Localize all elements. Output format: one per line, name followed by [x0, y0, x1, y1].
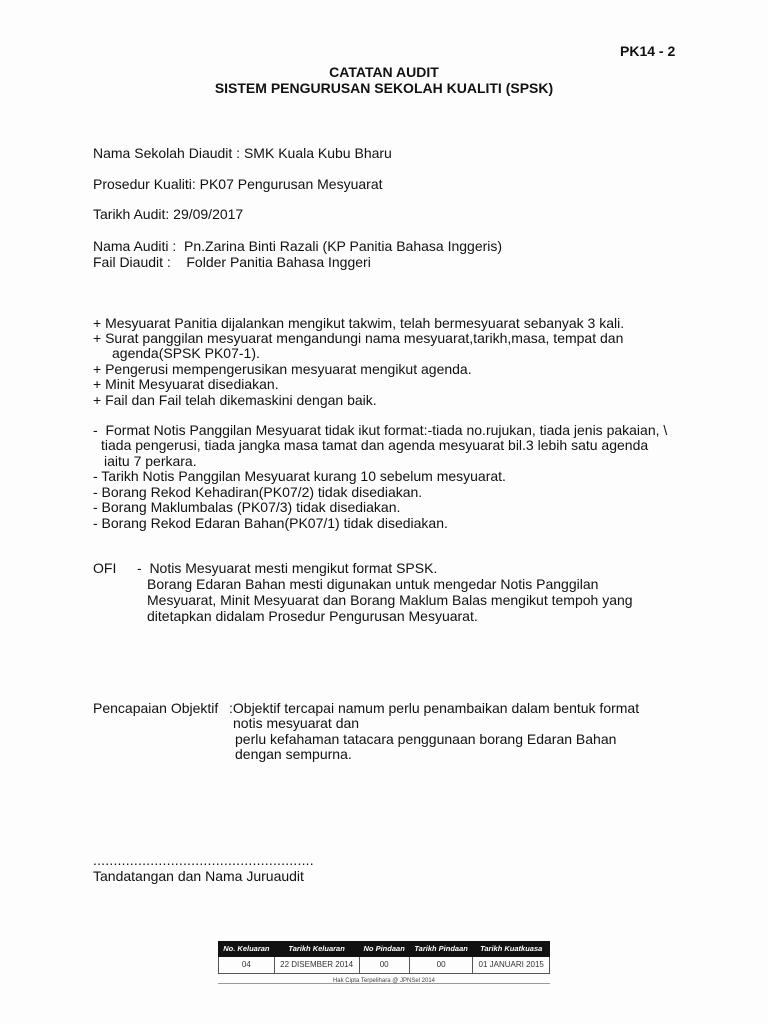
school-name: Nama Sekolah Diaudit : SMK Kuala Kubu Bharu: [93, 145, 392, 161]
objective-line: perlu kefahaman tatacara penggunaan borang Edaran Bahan: [235, 731, 617, 747]
signature-label: Tandatangan dan Nama Juruaudit: [93, 868, 304, 884]
ofi-line: Borang Edaran Bahan mesti digunakan untuk mengedar Notis Panggilan: [147, 576, 599, 592]
column-header: No. Keluaran: [219, 942, 275, 957]
table-cell: 04: [219, 957, 275, 974]
table-cell: 01 JANUARI 2015: [473, 957, 550, 974]
column-header: Tarikh Pindaan: [409, 942, 473, 957]
ofi-line: Mesyuarat, Minit Mesyuarat dan Borang Maklum Balas mengikut tempoh yang: [147, 592, 633, 608]
objective-line: dengan sempurna.: [235, 746, 352, 762]
signature-line: ......................................................: [93, 852, 314, 868]
list-item: tiada pengerusi, tiada jangka masa tamat dan agenda mesyuarat bil.3 lebih satu agenda: [101, 437, 649, 453]
table-row: [219, 957, 550, 974]
document-subtitle: SISTEM PENGURUSAN SEKOLAH KUALITI (SPSK): [214, 80, 554, 96]
list-item: - Borang Rekod Edaran Bahan(PK07/1) tidak disediakan.: [93, 515, 448, 531]
document-control-table: [218, 941, 550, 974]
list-item: + Mesyuarat Panitia dijalankan mengikut takwim, telah bermesyuarat sebanyak 3 kali.: [93, 315, 625, 331]
list-item: agenda(SPSK PK07-1).: [112, 345, 260, 361]
list-item: - Borang Maklumbalas (PK07/3) tidak disediakan.: [93, 499, 401, 515]
objective-label: Pencapaian Objektif: [93, 700, 219, 716]
document-title: CATATAN AUDIT: [329, 64, 439, 80]
list-item: + Minit Mesyuarat disediakan.: [93, 376, 279, 392]
footer-divider: [218, 983, 550, 984]
auditee-name: Nama Auditi : Pn.Zarina Binti Razali (KP Panitia Bahasa Inggeris): [93, 238, 503, 254]
ofi-label: OFI: [93, 560, 117, 576]
list-item: - Tarikh Notis Panggilan Mesyuarat kurang 10 sebelum mesyuarat.: [93, 468, 506, 484]
table-cell: 22 DISEMBER 2014: [274, 957, 359, 974]
list-item: + Fail dan Fail telah dikemaskini dengan baik.: [93, 392, 377, 408]
column-header: No Pindaan: [359, 942, 409, 957]
table-cell: 00: [409, 957, 473, 974]
list-item: - Borang Rekod Kehadiran(PK07/2) tidak disediakan.: [93, 484, 423, 500]
column-header: Tarikh Keluaran: [274, 942, 359, 957]
ofi-line: ditetapkan didalam Prosedur Pengurusan Mesyuarat.: [147, 608, 478, 624]
objective-line: :Objektif tercapai namum perlu penambaikan dalam bentuk format: [229, 700, 640, 716]
audited-file: Fail Diaudit : Folder Panitia Bahasa Inggeri: [93, 254, 371, 270]
list-item: + Pengerusi mempengerusikan mesyuarat mengikut agenda.: [93, 361, 472, 377]
list-item: + Surat panggilan mesyuarat mengandungi nama mesyuarat,tarikh,masa, tempat dan: [93, 330, 624, 346]
table-cell: 00: [359, 957, 409, 974]
copyright-notice: Hak Cipta Terpelihara @ JPNSel 2014: [332, 978, 436, 984]
quality-procedure: Prosedur Kualiti: PK07 Pengurusan Mesyuarat: [93, 176, 383, 192]
list-item: - Format Notis Panggilan Mesyuarat tidak ikut format:-tiada no.rujukan, tiada jenis pakaian, \: [93, 422, 668, 438]
list-item: iaitu 7 perkara.: [104, 453, 197, 469]
ofi-line: - Notis Mesyuarat mesti mengikut format SPSK.: [137, 560, 438, 576]
table-header-row: [219, 942, 550, 957]
audit-date: Tarikh Audit: 29/09/2017: [93, 206, 244, 222]
document-reference: PK14 - 2: [620, 43, 676, 59]
objective-line: notis mesyuarat dan: [233, 715, 360, 731]
column-header: Tarikh Kuatkuasa: [473, 942, 550, 957]
